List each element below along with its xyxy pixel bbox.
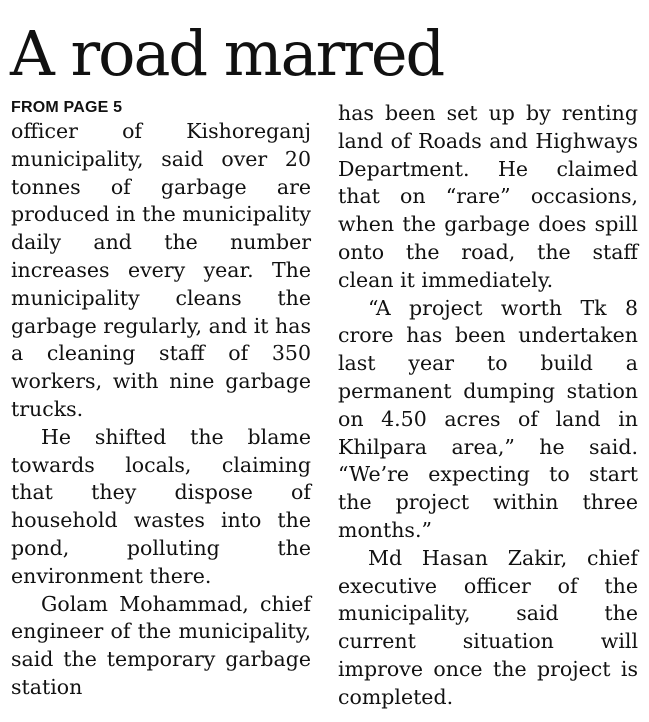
body-paragraph: officer of Kishoreganj municipality, said over 20 tonnes of garbage are produced in the municipality daily and the number increases every year. The municipality cleans the garbage regularly, and it has a cleaning staff of 350 workers, with nine garbage trucks. bbox=[11, 119, 311, 421]
right-column bbox=[338, 100, 638, 712]
body-paragraph: He shifted the blame towards locals, claiming that they dispose of household wastes into the pond, polluting the environment there. bbox=[11, 424, 311, 588]
body-paragraph: Golam Mohammad, chief engineer of the municipality, said the temporary garbage station bbox=[11, 591, 311, 699]
left-column bbox=[11, 98, 311, 702]
article-headline: A road marred bbox=[10, 17, 444, 90]
body-paragraph: has been set up by renting land of Roads and Highways Department. He claimed that on “rare” occasions, when the garbage does spill onto the road, the staff clean it immediately. bbox=[338, 101, 638, 292]
body-paragraph: Md Hasan Zakir, chief executive officer of the municipality, said the current situation will improve once the project is completed. bbox=[338, 545, 638, 709]
body-paragraph: “A project worth Tk 8 crore has been undertaken last year to build a permanent dumping station on 4.50 acres of land in Khilpara area,” he said. “We’re expecting to start the project within three months.” bbox=[338, 295, 638, 542]
continuation-kicker: FROM PAGE 5 bbox=[11, 99, 123, 116]
